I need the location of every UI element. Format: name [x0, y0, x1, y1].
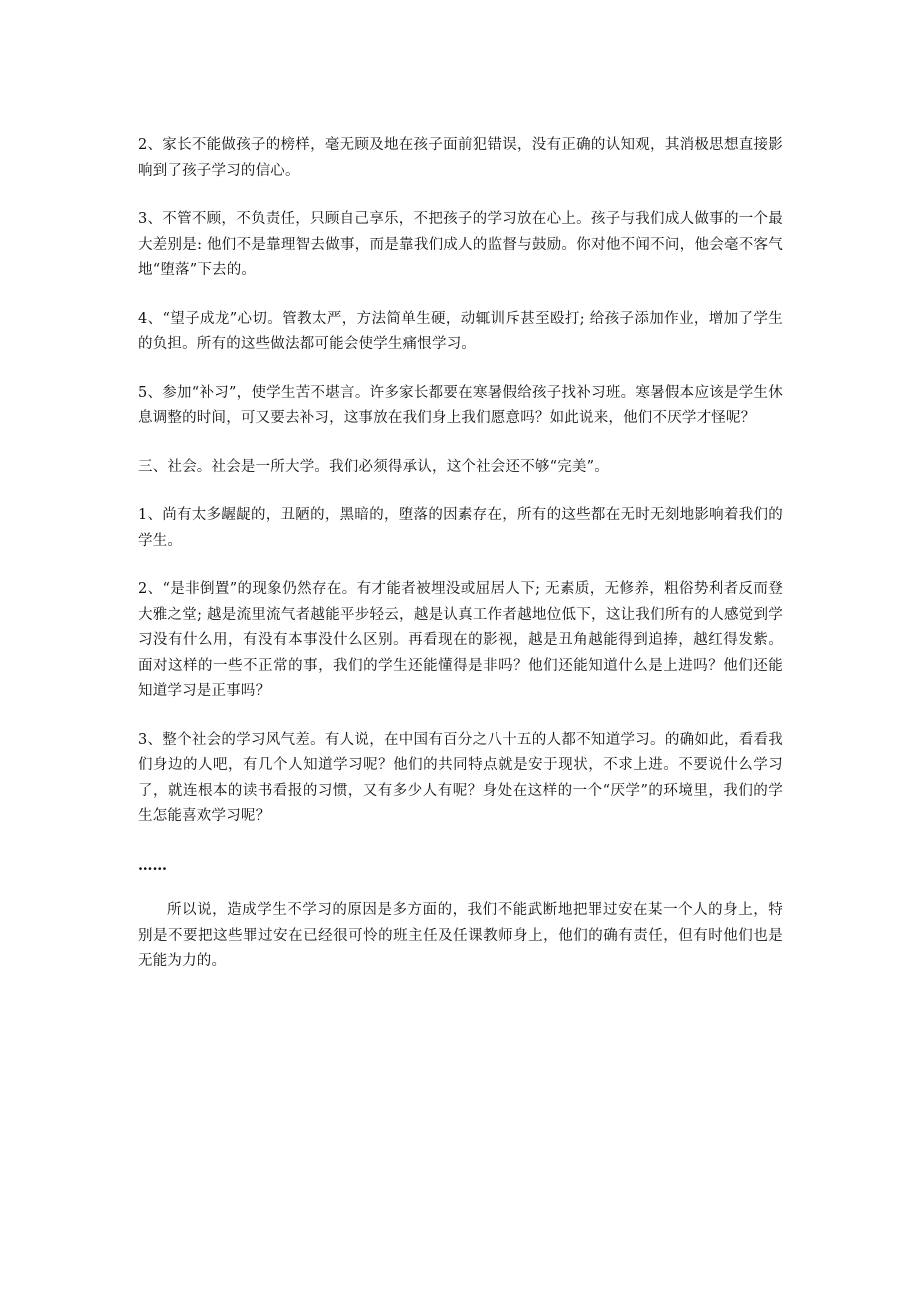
document-page: [138, 133, 783, 998]
section-heading-society: 三、社会。社会是一所大学。我们必须得承认，这个社会还不够“完美”。: [138, 458, 609, 475]
paragraph-society-negative: 1、尚有太多龌龊的，丑陋的，黑暗的，堕落的因素存在，所有的这些都在无时无刻地影响着我们的学生。: [138, 507, 783, 549]
paragraph-conclusion: 所以说，造成学生不学习的原因是多方面的，我们不能武断地把罪过安在某一个人的身上，特别是不要把这些罪过安在已经很可怜的班主任及任课教师身上，他们的确有责任，但有时他们也是无能为力的。: [138, 902, 783, 969]
paragraph-parent-neglect: 3、不管不顾，不负责任，只顾自己享乐，不把孩子的学习放在心上。孩子与我们成人做事的一个最大差别是: 他们不是靠理智去做事，而是靠我们成人的监督与鼓励。你对他不闻不问，他会毫不客气地“堕落”下去的。: [138, 211, 783, 278]
paragraph-society-learning-climate: 3、整个社会的学习风气差。有人说，在中国有百分之八十五的人都不知道学习。的确如此，看看我们身边的人吧，有几个人知道学习呢？他们的共同特点就是安于现状，不求上进。不要说什么学习了，就连根本的读书看报的习惯，又有多少人有呢？身处在这样的一个“厌学”的环境里，我们的学生怎能喜欢学习呢？: [138, 731, 783, 824]
ellipsis-separator: ……: [138, 856, 167, 874]
paragraph-tutoring: 5、参加“补习”，使学生苦不堪言。许多家长都要在寒暑假给孩子找补习班。寒暑假本应该是学生休息调整的时间，可又要去补习，这事放在我们身上我们愿意吗？如此说来，他们不厌学才怪呢？: [138, 384, 783, 426]
paragraph-society-inverted-values: 2、“是非倒置”的现象仍然存在。有才能者被埋没或屈居人下; 无素质，无修养，粗俗势利者反而登大雅之堂; 越是流里流气者越能平步轻云，越是认真工作者越地位低下，这让我们所有的人感觉到学习没有什么用，有没有本事没什么区别。再看现在的影视，越是丑角越能得到追捧，越红得发紫。面对这样的一些不正常的事，我们的学生还能懂得是非吗？他们还能知道什么是上进吗？他们还能知道学习是正事吗？: [138, 581, 783, 699]
paragraph-parent-strict: 4、“望子成龙”心切。管教太严，方法简单生硬，动辄训斥甚至殴打; 给孩子添加作业，增加了学生的负担。所有的这些做法都可能会使学生痛恨学习。: [138, 310, 783, 352]
paragraph-parent-role-model: 2、家长不能做孩子的榜样，毫无顾及地在孩子面前犯错误，没有正确的认知观，其消极思想直接影响到了孩子学习的信心。: [138, 137, 783, 179]
